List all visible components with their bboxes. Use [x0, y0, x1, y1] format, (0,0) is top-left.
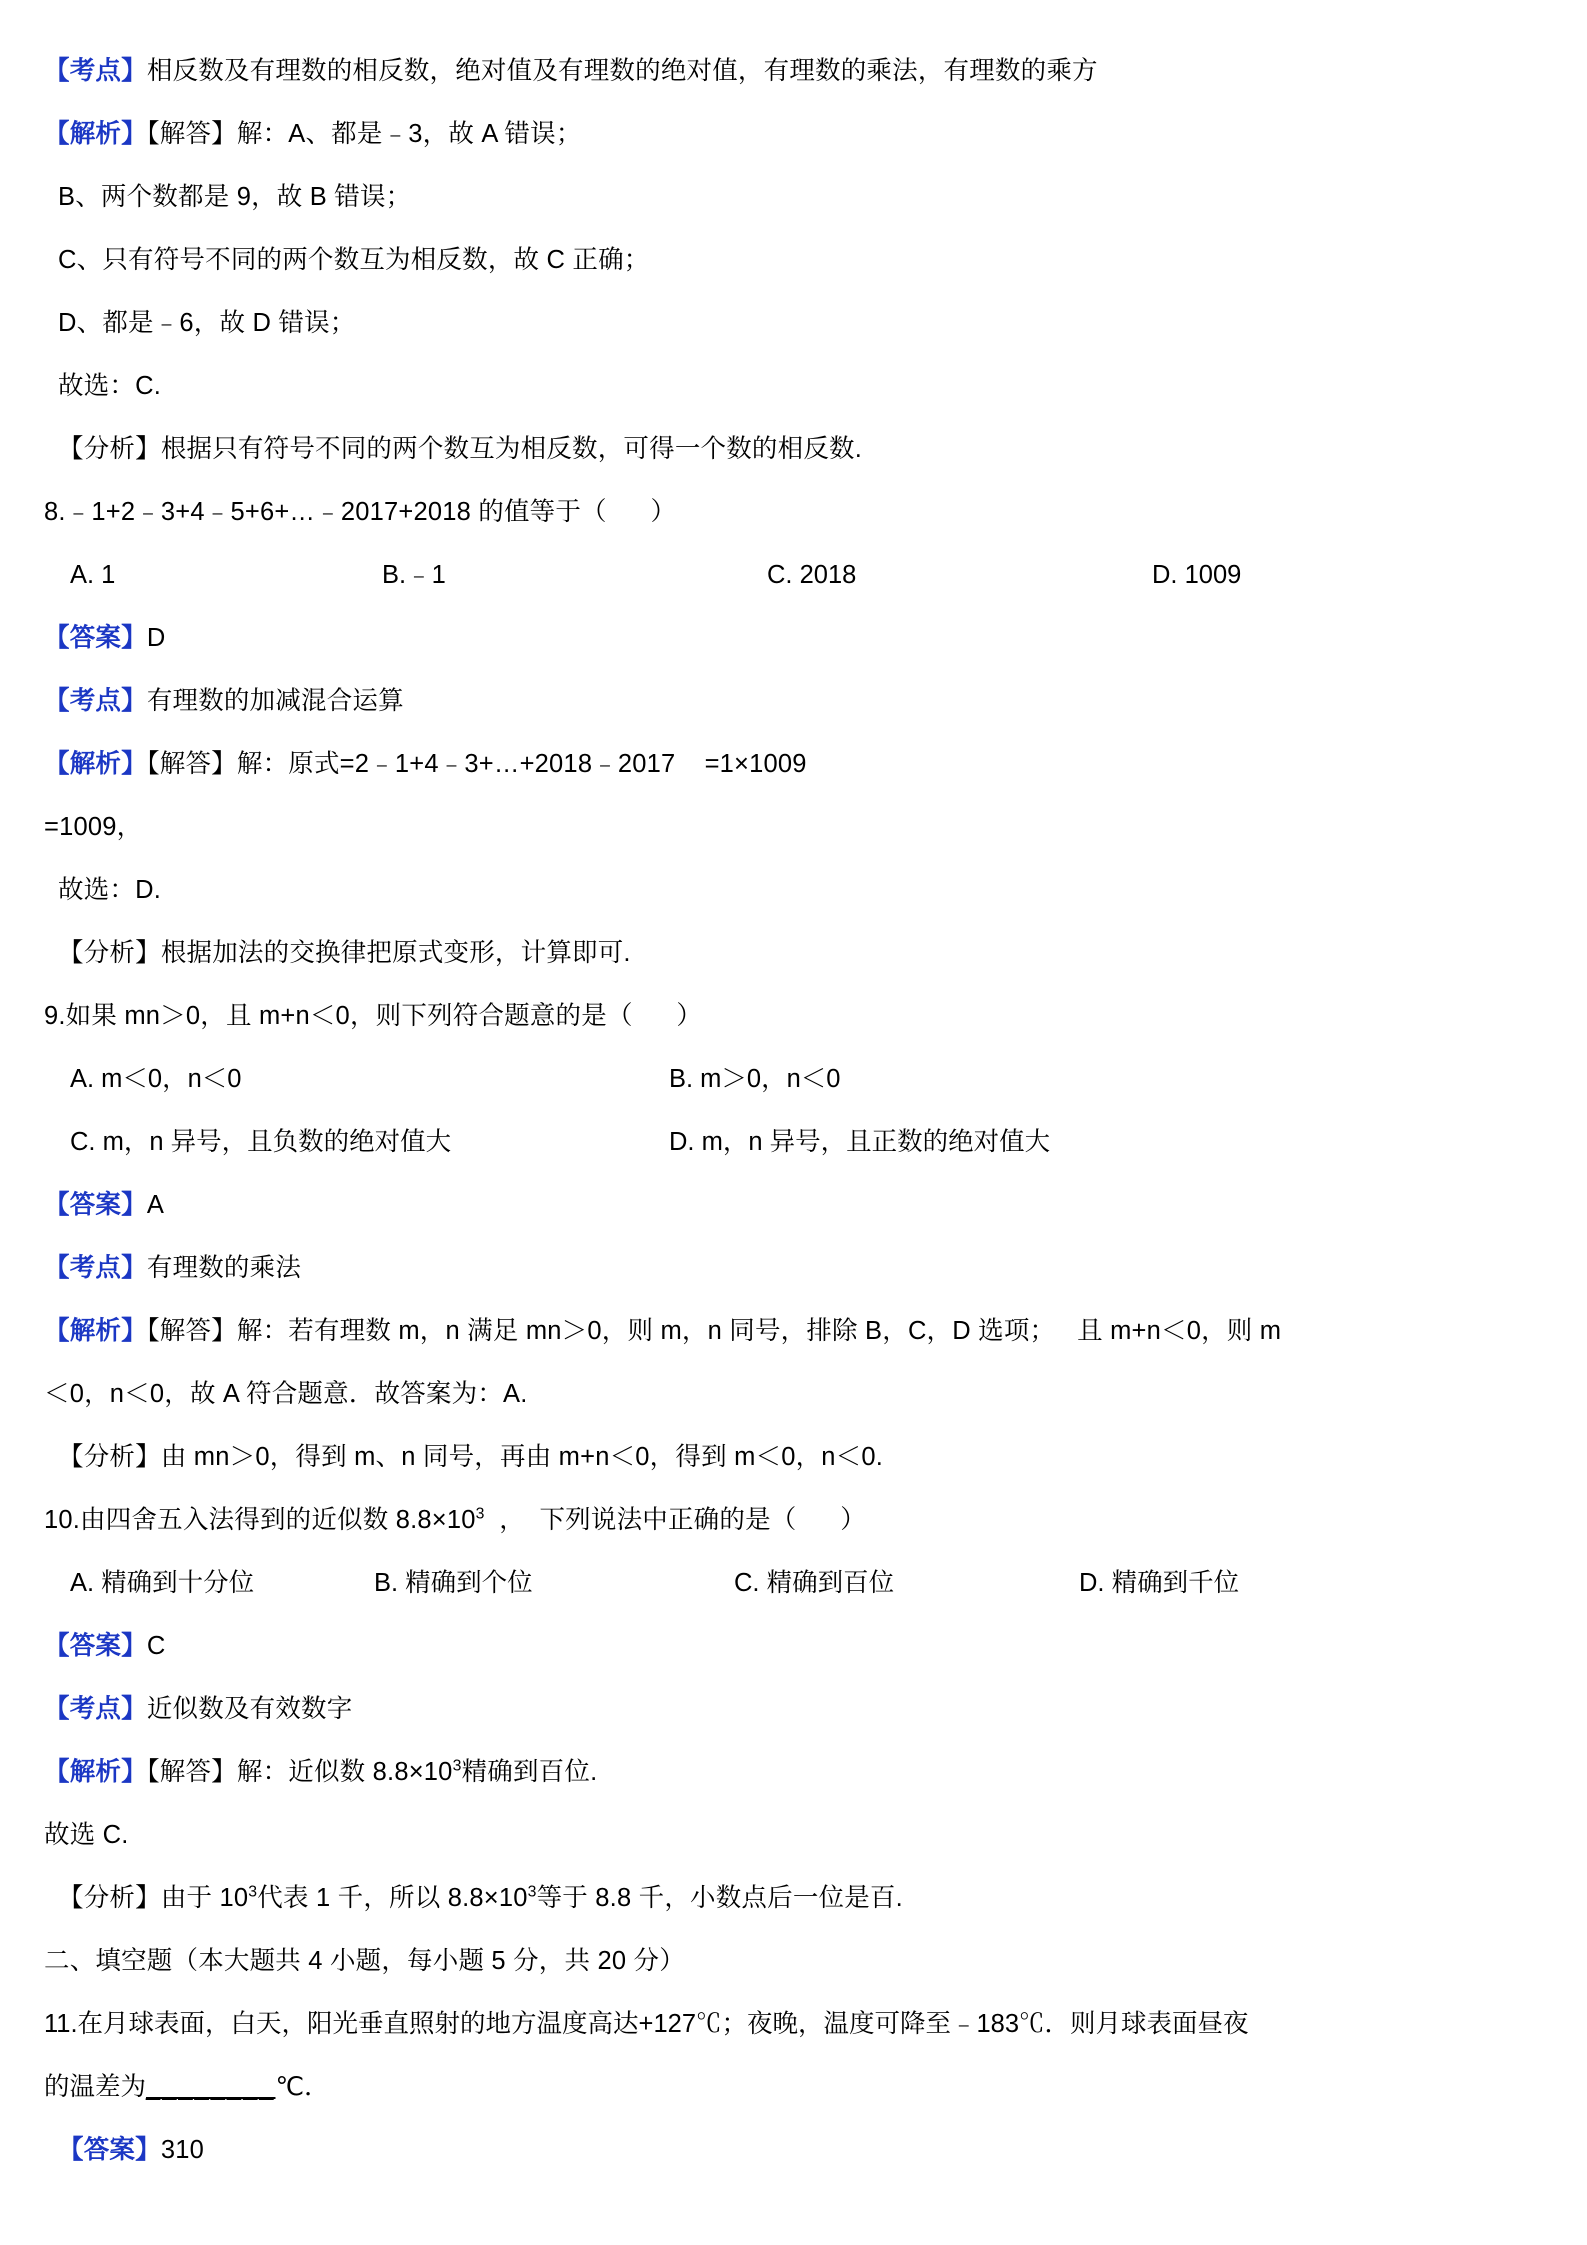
q11-answer-blank: ________ — [146, 2073, 276, 2101]
q10-answer-line — [44, 1615, 1529, 1678]
q9-kaodian-text: 有理数的乘法 — [146, 1254, 302, 1282]
jieda-tag: 【解答】 — [146, 120, 237, 148]
q8-kaodian-line — [44, 670, 1529, 733]
fenxi-tag: 【分析】 — [58, 435, 161, 463]
q10-options — [44, 1552, 1529, 1615]
kaodian-tag: 【考点】 — [44, 57, 147, 85]
q9-option-b: B. m＞0，n＜0 — [669, 1065, 841, 1093]
q9-answer-line — [44, 1174, 1529, 1237]
fenxi-tag: 【分析】 — [58, 939, 161, 967]
q7-jiexi-line — [44, 103, 1529, 166]
q10-option-d: D. 精确到千位 — [1079, 1569, 1240, 1597]
jiexi-tag: 【解析】 — [44, 750, 147, 778]
q8-jiexi-cont: =1009， — [44, 813, 143, 841]
q10-fenxi-post: 代表 1 千，所以 8.8×10 — [257, 1884, 528, 1912]
jiexi-tag: 【解析】 — [44, 1317, 147, 1345]
q10-choose: 故选 C. — [44, 1821, 129, 1849]
q10-kaodian-line — [44, 1678, 1529, 1741]
q9-options-row1 — [44, 1048, 1529, 1111]
daan-tag: 【答案】 — [44, 1632, 147, 1660]
q7-option-c-line — [44, 229, 1529, 292]
q7-fenxi-text: 根据只有符号不同的两个数互为相反数，可得一个数的相反数. — [160, 435, 862, 463]
q7-option-b-text: B、两个数都是 9，故 B 错误； — [58, 183, 412, 211]
q9-options-row2 — [44, 1111, 1529, 1174]
q7-choose-text: 故选：C. — [58, 372, 162, 400]
q7-kaodian-text: 相反数及有理数的相反数，绝对值及有理数的绝对值，有理数的乘法，有理数的乘方 — [146, 57, 1098, 85]
kaodian-tag: 【考点】 — [44, 687, 147, 715]
q8-fenxi-text: 根据加法的交换律把原式变形，计算即可. — [160, 939, 631, 967]
q8-option-a: A. 1 — [70, 561, 116, 589]
q11-stem-line2-pre: 的温差为 — [44, 2073, 147, 2101]
jiexi-tag: 【解析】 — [44, 1758, 147, 1786]
q10-option-c: C. 精确到百位 — [734, 1569, 895, 1597]
q9-answer-text: A — [146, 1191, 165, 1219]
q8-jiexi-line — [44, 733, 1529, 796]
q8-kaodian-text: 有理数的加减混合运算 — [146, 687, 404, 715]
daan-tag: 【答案】 — [58, 2136, 161, 2164]
q10-stem-post: ， 下列说法中正确的是（ ） — [484, 1506, 866, 1534]
q10-option-a: A. 精确到十分位 — [70, 1569, 255, 1597]
daan-tag: 【答案】 — [44, 1191, 147, 1219]
q10-fenxi-exponent-2: 3 — [527, 1883, 537, 1901]
q10-stem-exponent: 3 — [475, 1505, 485, 1523]
q10-stem — [44, 1489, 1529, 1552]
fenxi-tag: 【分析】 — [58, 1443, 161, 1471]
q7-option-d-text: D、都是﹣6，故 D 错误； — [58, 309, 356, 337]
q8-option-b: B.﹣1 — [382, 561, 446, 589]
q8-jiexi-text: 解：原式=2﹣1+4﹣3+…+2018﹣2017 =1×1009 — [236, 750, 807, 778]
q7-option-d-line — [44, 292, 1529, 355]
q8-stem: 8.﹣1+2﹣3+4﹣5+6+…﹣2017+2018 的值等于（ ） — [44, 498, 677, 526]
jiexi-tag: 【解析】 — [44, 120, 147, 148]
q7-kaodian-line — [44, 40, 1529, 103]
q9-jiexi-text: 解：若有理数 m，n 满足 mn＞0，则 m，n 同号，排除 B，C，D 选项； 且 m+n＜0，则 m — [236, 1317, 1282, 1345]
fenxi-tag: 【分析】 — [58, 1884, 161, 1912]
jieda-tag: 【解答】 — [146, 750, 237, 778]
q11-answer-line — [44, 2119, 1529, 2182]
q11-answer-text: 310 — [160, 2136, 204, 2164]
q10-option-b: B. 精确到个位 — [374, 1569, 533, 1597]
q8-fenxi-line — [44, 922, 1529, 985]
q9-stem: 9.如果 mn＞0，且 m+n＜0，则下列符合题意的是（ ） — [44, 1002, 703, 1030]
q10-jiexi-pre: 解：近似数 8.8×10 — [236, 1758, 453, 1786]
q8-option-c: C. 2018 — [767, 561, 857, 589]
jieda-tag: 【解答】 — [146, 1317, 237, 1345]
kaodian-tag: 【考点】 — [44, 1695, 147, 1723]
q8-answer-text: D — [146, 624, 166, 652]
q10-answer-text: C — [146, 1632, 166, 1660]
q8-answer-line — [44, 607, 1529, 670]
q10-jiexi-post: 精确到百位. — [461, 1758, 598, 1786]
q7-jiexi-text: 解：A、都是﹣3，故 A 错误； — [236, 120, 582, 148]
q8-choose: 故选：D. — [58, 876, 162, 904]
q7-fenxi-line — [44, 418, 1529, 481]
q7-option-b-line — [44, 166, 1529, 229]
daan-tag: 【答案】 — [44, 624, 147, 652]
q7-choose-line — [44, 355, 1529, 418]
q10-fenxi-line — [44, 1867, 1529, 1930]
q10-jiexi-line — [44, 1741, 1529, 1804]
q11-stem-line2-post: ℃． — [275, 2073, 330, 2101]
q7-option-c-text: C、只有符号不同的两个数互为相反数，故 C 正确； — [58, 246, 650, 274]
q10-stem-pre: 10.由四舍五入法得到的近似数 8.8×10 — [44, 1506, 476, 1534]
q11-stem-line1: 11.在月球表面，白天，阳光垂直照射的地方温度高达+127℃；夜晚，温度可降至﹣183℃．则月球表面昼夜 — [44, 2010, 1249, 2038]
q9-option-c: C. m，n 异号，且负数的绝对值大 — [70, 1128, 452, 1156]
q8-option-d: D. 1009 — [1152, 561, 1242, 589]
q9-kaodian-line — [44, 1237, 1529, 1300]
q11-stem-line2 — [44, 2056, 1529, 2119]
q9-fenxi-text: 由 mn＞0，得到 m、n 同号，再由 m+n＜0，得到 m＜0，n＜0. — [160, 1443, 884, 1471]
q10-fenxi-post2: 等于 8.8 千，小数点后一位是百. — [536, 1884, 903, 1912]
q10-kaodian-text: 近似数及有效数字 — [146, 1695, 353, 1723]
q10-fenxi-pre: 由于 10 — [160, 1884, 249, 1912]
q10-fenxi-exponent-1: 3 — [248, 1883, 258, 1901]
jieda-tag: 【解答】 — [146, 1758, 237, 1786]
q10-jiexi-exponent: 3 — [452, 1757, 462, 1775]
q9-option-a: A. m＜0，n＜0 — [70, 1065, 242, 1093]
q9-jiexi-cont: ＜0，n＜0，故 A 符合题意．故答案为：A. — [44, 1380, 528, 1408]
kaodian-tag: 【考点】 — [44, 1254, 147, 1282]
q8-options — [44, 544, 1529, 607]
section-2-title: 二、填空题（本大题共 4 小题，每小题 5 分，共 20 分） — [44, 1947, 685, 1975]
q9-fenxi-line — [44, 1426, 1529, 1489]
q9-option-d: D. m，n 异号，且正数的绝对值大 — [669, 1128, 1051, 1156]
q9-jiexi-line — [44, 1300, 1529, 1363]
